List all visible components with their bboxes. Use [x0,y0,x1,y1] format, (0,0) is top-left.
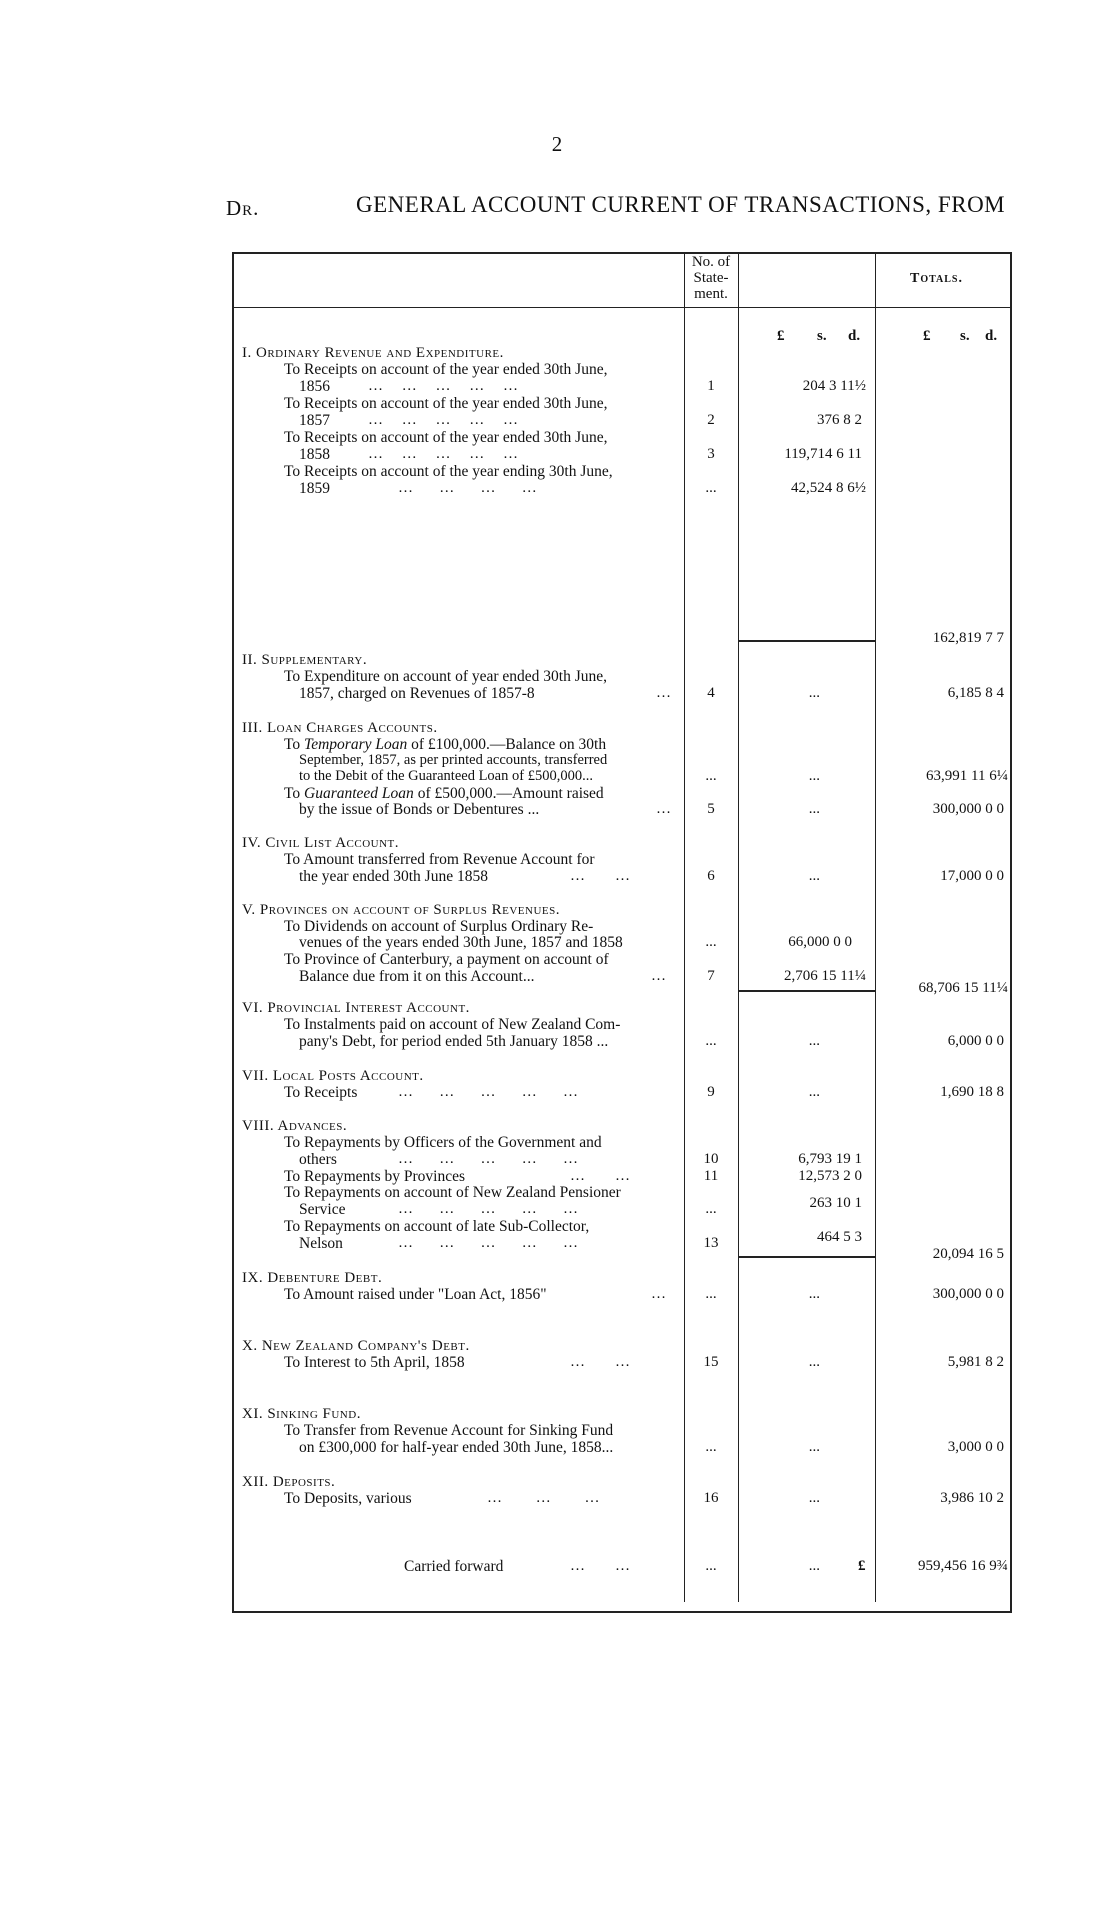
leader-dots: … [656,801,671,817]
statement-number: 15 [703,1354,719,1370]
amount-value: ... [808,1490,820,1506]
amount-pound-header: £ [777,328,785,344]
section-11-line: To Transfer from Revenue Account for Sinking Fund [284,1422,614,1439]
statement-number: ... [705,768,717,784]
total-value: 3,000 0 0 [947,1439,1004,1455]
amount-value: 6,793 19 1 [798,1151,862,1167]
total-pound-header: £ [923,328,931,344]
section-3-line-suffix: of £500,000.—Amount raised [413,785,604,802]
statement-number: ... [705,934,717,950]
amount-col-right-rule [875,252,876,1602]
stmt-col-right-rule [738,252,739,1602]
section-1-line: To Receipts on account of the year ended 30th June, [284,361,608,378]
table-left-rule [232,252,234,1612]
table-right-rule [1010,252,1012,1612]
leader-dots: … … [570,1558,630,1574]
statement-number: 1 [707,378,715,394]
debit-label: Dr. [226,196,260,220]
statement-number: 10 [703,1151,719,1167]
statement-number: 11 [703,1168,719,1184]
stmt-col-left-rule [684,252,685,1602]
section-4-line: To Amount transferred from Revenue Account for [284,851,595,868]
amount-value: 464 5 3 [817,1229,862,1245]
subtotal-rule [738,640,875,642]
carried-forward-label: Carried forward [404,1558,504,1575]
section-3-line-prefix: To [284,736,305,753]
leader-dots: … … [570,1354,630,1370]
section-3-line-suffix: of £100,000.—Balance on 30th [407,736,607,753]
total-value: 68,706 15 11¼ [918,980,1008,996]
section-8-line: To Repayments on account of late Sub-Collector, [284,1218,590,1235]
guaranteed-loan-label: Guaranteed Loan [304,785,414,802]
leader-dots: … … … … … [398,1151,578,1167]
amount-value: ... [808,1439,820,1455]
total-value: 63,991 11 6¼ [926,768,1008,784]
section-9-line: To Amount raised under "Loan Act, 1856" [284,1286,547,1303]
section-7-line: To Receipts [284,1084,358,1101]
amount-shilling-header: s. [817,328,827,344]
total-value: 3,986 10 2 [940,1490,1004,1506]
amount-value: ... [808,768,820,784]
leader-dots: … … … … … [398,1084,578,1100]
subtotal-rule [738,1256,875,1258]
section-3-line-prefix: To [284,785,305,802]
section-1-line: To Receipts on account of the year ended 30th June, [284,429,608,446]
section-9-heading: IX. Debenture Debt. [242,1270,383,1286]
leader-dots: … … … … … [368,446,518,462]
total-value: 6,000 0 0 [947,1033,1004,1049]
section-1-line: To Receipts on account of the year ended 30th June, [284,395,608,412]
leader-dots: … … [570,1168,630,1184]
total-value: 162,819 7 7 [932,630,1004,646]
amount-value: 12,573 2 0 [798,1168,862,1184]
total-shilling-header: s. [960,328,970,344]
total-value: 17,000 0 0 [940,868,1004,884]
statement-number: 16 [703,1490,719,1506]
section-8-line: others [299,1151,337,1168]
section-1-line: To Receipts on account of the year ending 30th June, [284,463,613,480]
leader-dots: … [656,685,671,701]
amount-value: ... [808,685,820,701]
amount-value: 2,706 15 11¼ [784,968,866,984]
table-top-rule [232,252,1012,254]
statement-number: 2 [707,412,715,428]
carried-forward-total: 959,456 16 9¾ [918,1558,1008,1574]
section-3-line: September, 1857, as per printed accounts, transferred [299,752,608,768]
statement-header-line-1: No. of [691,254,731,270]
leader-dots: … [651,1286,666,1302]
table-bottom-rule [232,1611,1012,1613]
amount-value: ... [808,1033,820,1049]
amount-value: 204 3 11½ [802,378,866,394]
section-6-heading: VI. Provincial Interest Account. [242,1000,470,1016]
section-12-line: To Deposits, various [284,1490,412,1507]
total-value: 20,094 16 5 [932,1246,1004,1262]
total-value: 300,000 0 0 [932,801,1004,817]
amount-value: 263 10 1 [809,1195,862,1211]
section-1-heading: I. Ordinary Revenue and Expenditure. [242,345,504,361]
amount-value: ... [808,1558,820,1574]
leader-dots: … … … … … [398,1201,578,1217]
section-4-line: the year ended 30th June 1858 [299,868,488,885]
amount-value: ... [808,801,820,817]
statement-header-line-3: ment. [694,286,728,302]
amount-value: ... [808,868,820,884]
section-5-line: Balance due from it on this Account... [299,968,535,985]
section-8-line: To Repayments by Officers of the Government and [284,1134,602,1151]
section-4-heading: IV. Civil List Account. [242,835,400,851]
section-3-line: to the Debit of the Guaranteed Loan of £500,000... [299,768,593,784]
header-bottom-rule [232,307,1012,308]
section-11-line: on £300,000 for half-year ended 30th June, 1858... [299,1439,614,1456]
section-5-heading: V. Provinces on account of Surplus Revenues. [242,902,560,918]
statement-number: ... [705,1286,717,1302]
section-8-heading: VIII. Advances. [242,1118,348,1134]
section-6-line: To Instalments paid on account of New Zealand Com- [284,1016,621,1033]
section-2-line: To Expenditure on account of year ended 30th June, [284,668,608,685]
statement-number: 6 [707,868,715,884]
leader-dots: … … … … … [368,378,518,394]
section-2-line: 1857, charged on Revenues of 1857-8 [299,685,535,702]
statement-number: 4 [707,685,715,701]
section-12-heading: XII. Deposits. [242,1474,336,1490]
total-value: 6,185 8 4 [947,685,1004,701]
amount-value: 66,000 0 0 [788,934,852,950]
section-8-line: Nelson [299,1235,343,1252]
amount-value: ... [808,1286,820,1302]
section-1-line: 1857 [299,412,330,429]
section-5-line: To Province of Canterbury, a payment on account of [284,951,609,968]
section-10-line: To Interest to 5th April, 1858 [284,1354,465,1371]
statement-number: 13 [703,1235,719,1251]
total-value: 5,981 8 2 [947,1354,1004,1370]
statement-number: 3 [707,446,715,462]
section-3-line: by the issue of Bonds or Debentures ... [299,801,540,818]
section-1-line: 1856 [299,378,330,395]
section-1-line: 1859 [299,480,330,497]
leader-dots: … [651,968,666,984]
amount-value: ... [808,1084,820,1100]
statement-number: ... [705,480,717,496]
statement-number: 5 [707,801,715,817]
amount-value: 119,714 6 11 [784,446,862,462]
section-5-line: venues of the years ended 30th June, 1857 and 1858 [299,934,623,951]
subtotal-rule [738,990,875,992]
amount-value: 376 8 2 [817,412,862,428]
amount-value: ... [808,1354,820,1370]
total-value: 1,690 18 8 [940,1084,1004,1100]
statement-header-line-2: State- [693,270,729,286]
amount-value: 42,524 8 6½ [791,480,866,496]
statement-column-header [684,254,738,302]
page-title: GENERAL ACCOUNT CURRENT OF TRANSACTIONS, FROM [356,192,1006,217]
statement-number: 7 [707,968,715,984]
section-8-line: Service [299,1201,346,1218]
section-11-heading: XI. Sinking Fund. [242,1406,361,1422]
totals-column-header: Totals. [910,271,963,286]
section-8-line: To Repayments by Provinces [284,1168,466,1185]
total-pence-header: d. [985,328,998,344]
statement-number: ... [705,1558,717,1574]
leader-dots: … … … [487,1490,600,1506]
page-number: 2 [551,132,563,156]
leader-dots: … … … … … [368,412,518,428]
leader-dots: … … [570,868,630,884]
temporary-loan-label: Temporary Loan [304,736,408,753]
section-5-line: To Dividends on account of Surplus Ordinary Re- [284,918,594,935]
section-2-heading: II. Supplementary. [242,652,368,668]
statement-number: ... [705,1201,717,1217]
section-8-line: To Repayments on account of New Zealand Pensioner [284,1184,621,1201]
section-10-heading: X. New Zealand Company's Debt. [242,1338,470,1354]
statement-number: ... [705,1439,717,1455]
section-3-heading: III. Loan Charges Accounts. [242,720,438,736]
leader-dots: … … … … … [398,1235,578,1251]
section-6-line: pany's Debt, for period ended 5th January 1858 ... [299,1033,609,1050]
section-1-line: 1858 [299,446,330,463]
statement-number: 9 [707,1084,715,1100]
total-value: 300,000 0 0 [932,1286,1004,1302]
statement-number: ... [705,1033,717,1049]
section-7-heading: VII. Local Posts Account. [242,1068,424,1084]
amount-pence-header: d. [848,328,861,344]
carried-forward-currency: £ [858,1558,866,1574]
leader-dots: … … … … [398,480,537,496]
